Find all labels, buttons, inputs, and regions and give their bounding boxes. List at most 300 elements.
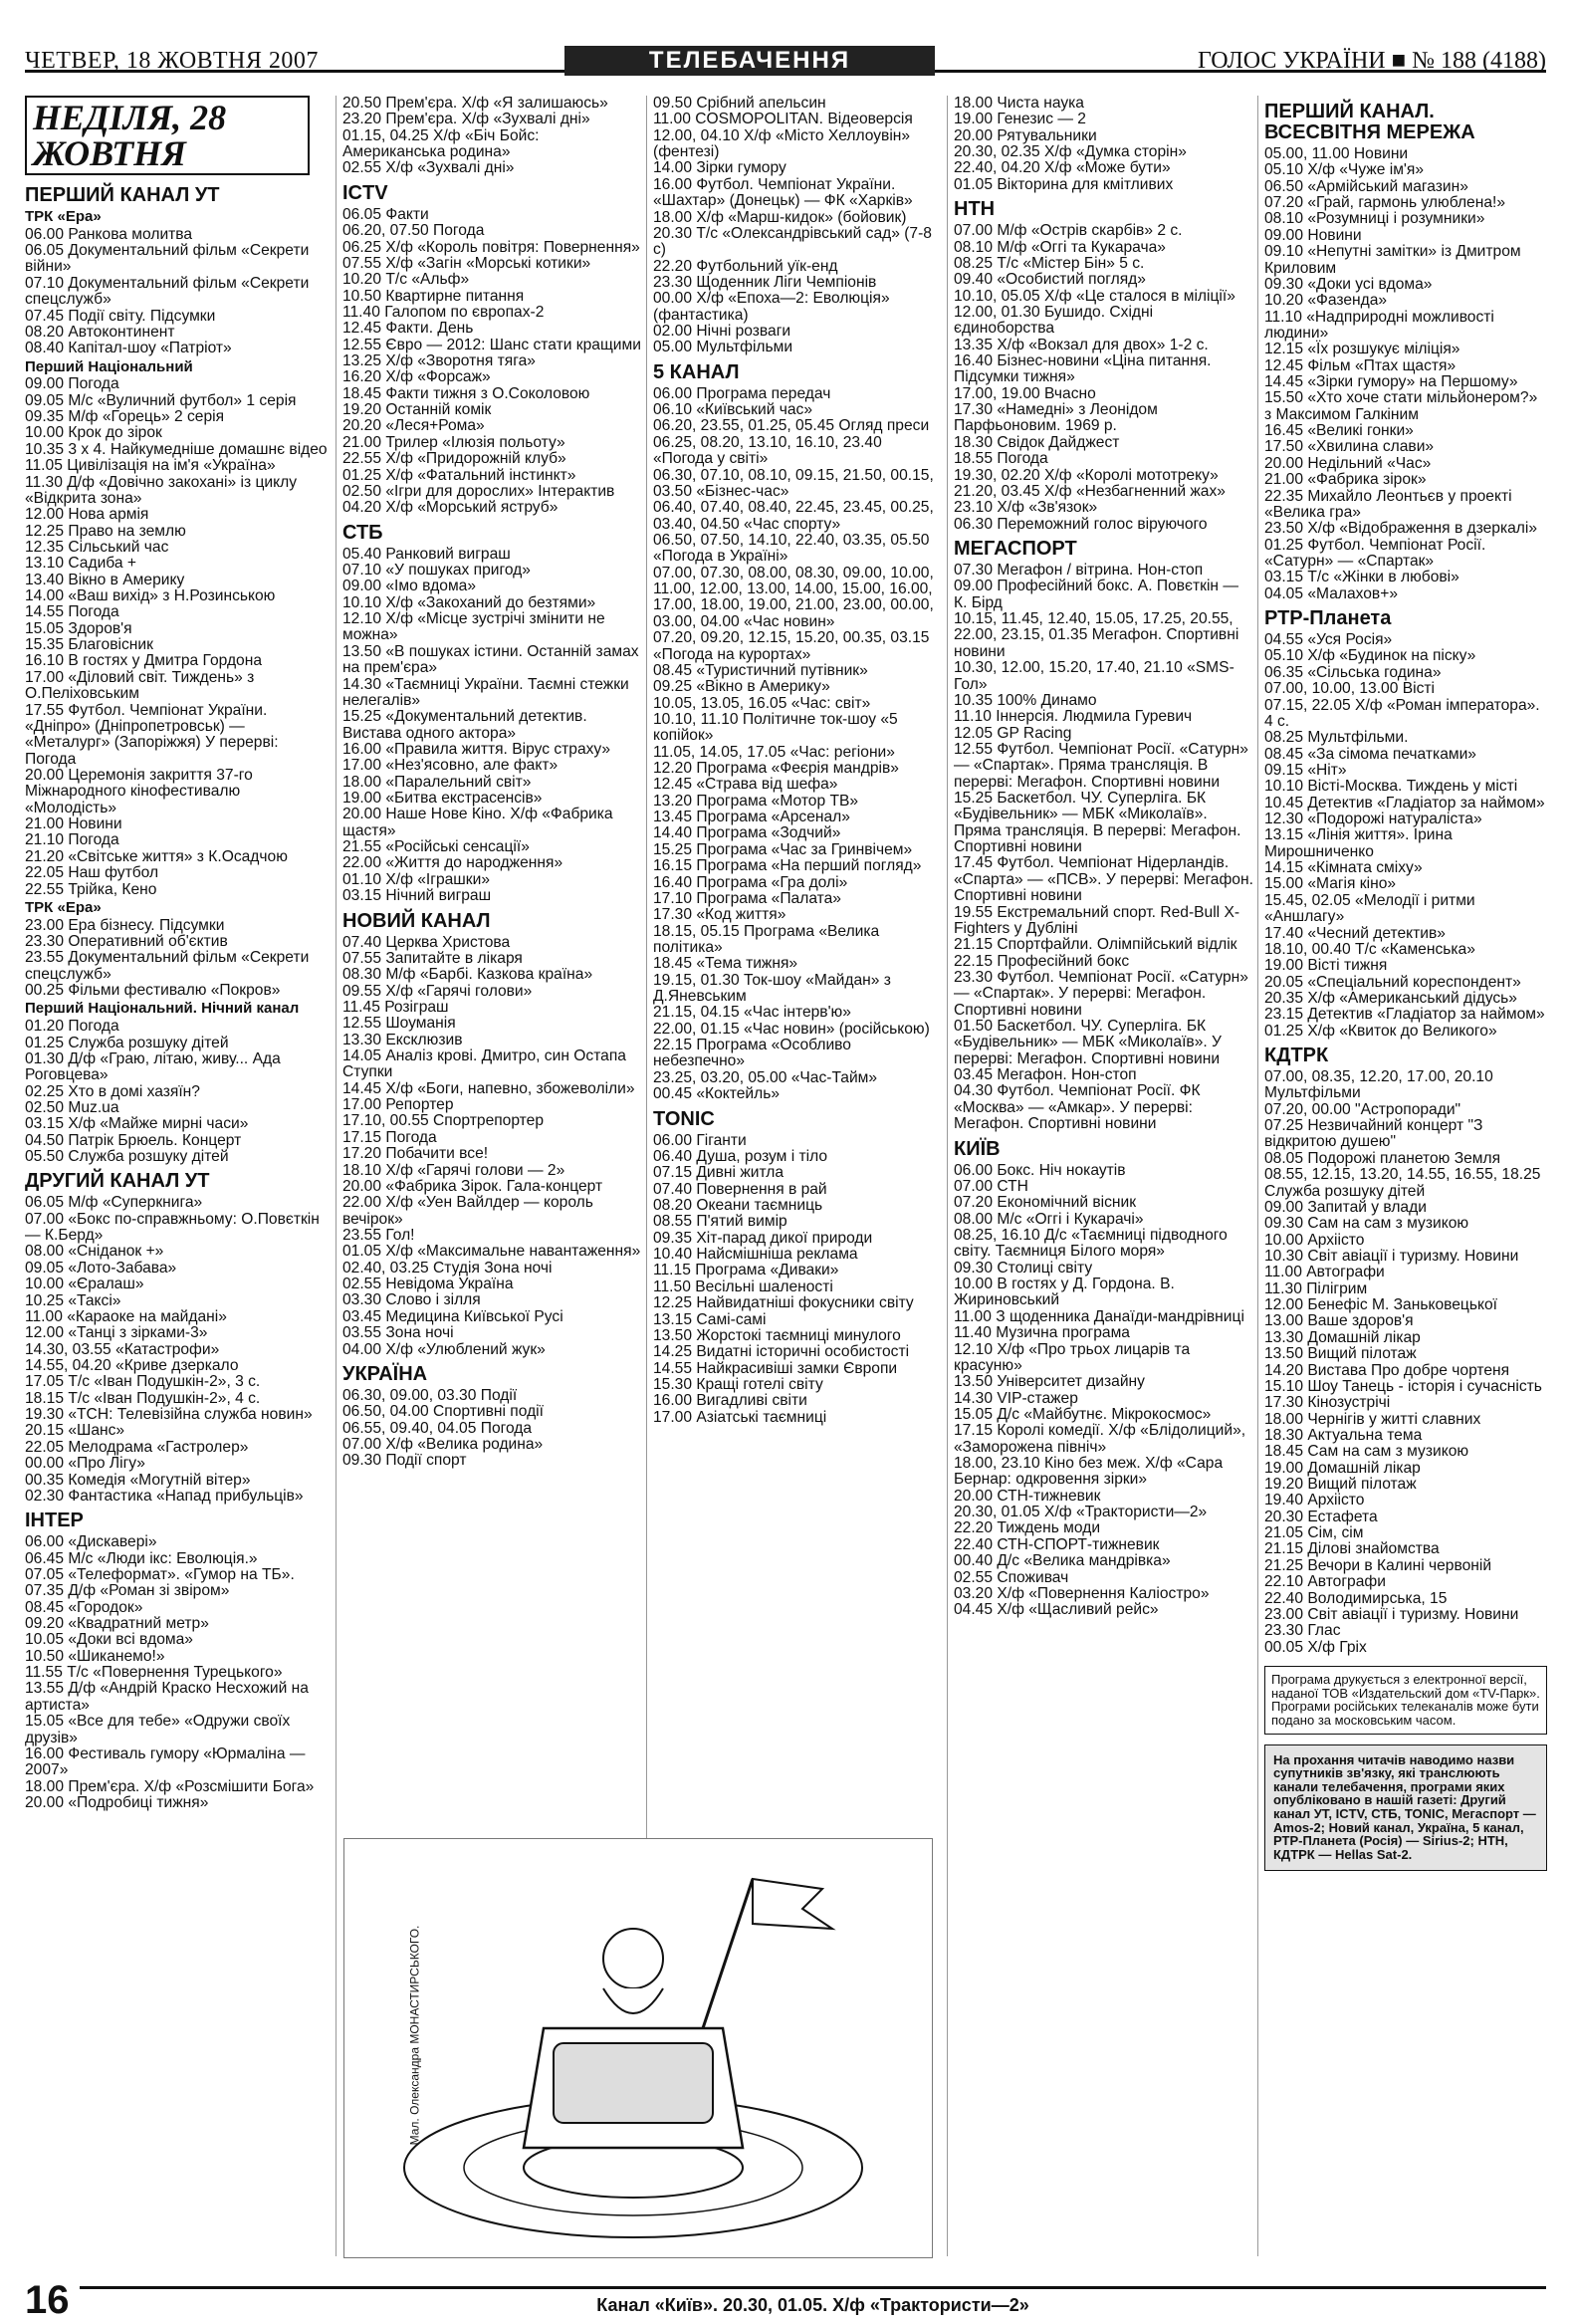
program-listing: 06.45 М/с «Люди ікс: Еволюція.» bbox=[25, 1549, 258, 1567]
program-listing: 07.55 Х/ф «Загін «Морські котики» bbox=[342, 254, 591, 272]
program-listing: 08.25 Т/с «Містер Бін» 5 с. bbox=[954, 254, 1145, 272]
program-listing: 16.00 Вигадливі світи bbox=[653, 1392, 807, 1410]
program-listing: 14.40 Програма «Зодчий» bbox=[653, 824, 841, 842]
program-listing: 18.00 Чернігів у житті славних bbox=[1264, 1410, 1481, 1428]
program-listing: 18.30 Актуальна тема bbox=[1264, 1426, 1423, 1444]
program-listing: 01.05 Вікторина для кмітливих bbox=[954, 175, 1174, 193]
program-listing: 12.55 Футбол. Чемпіонат Росії. «Сатурн» — «Спартак». Пряма трансляція. В перерві: Мегафон. Спортивні новини bbox=[954, 740, 1248, 791]
program-listing: 13.20 Програма «Мотор ТВ» bbox=[653, 792, 859, 810]
program-listing: 10.30, 12.00, 15.20, 17.40, 21.10 «SMS-Гол» bbox=[954, 659, 1234, 693]
program-listing: 21.15 Ділові знайомства bbox=[1264, 1540, 1440, 1558]
program-listing: 18.00 Х/ф «Марш-кидок» (бойовик) bbox=[653, 208, 907, 226]
program-listing: 01.25 Х/ф «Фатальний інстинкт» bbox=[342, 466, 576, 484]
program-listing: 07.15, 22.05 Х/ф «Роман імператора». 4 с. bbox=[1264, 696, 1540, 730]
program-listing: 17.15 Погода bbox=[342, 1128, 437, 1146]
program-listing: 09.30 «Доки усі вдома» bbox=[1264, 275, 1433, 293]
program-listing: 01.05 Х/ф «Максимальне навантаження» bbox=[342, 1243, 641, 1261]
program-listing: 14.55 Найкрасивіші замки Європи bbox=[653, 1359, 898, 1377]
program-listing: 11.30 Пілігрим bbox=[1264, 1279, 1368, 1297]
program-listing: 22.55 Трійка, Кено bbox=[25, 880, 157, 898]
program-listing: 23.50 Х/ф «Відображення в дзеркалі» bbox=[1264, 520, 1538, 538]
schedule-columns bbox=[25, 96, 1546, 2256]
program-listing: 17.55 Футбол. Чемпіонат України. «Дніпро» (Дніпропетровськ) — «Металург» (Запоріжжя) У перерві: Погода bbox=[25, 701, 279, 768]
program-listing: 17.30 «Намедні» з Леонідом Парфьоновим. 1969 р. bbox=[954, 401, 1158, 435]
program-listing: 21.15, 04.15 «Час інтерв'ю» bbox=[653, 1004, 851, 1022]
program-listing: 15.25 «Документальний детектив. Вистава одного актора» bbox=[342, 708, 587, 742]
program-listing: 15.05 «Все для тебе» «Одружи своїх друзів» bbox=[25, 1713, 291, 1746]
program-listing: 03.15 Т/с «Жінки в любові» bbox=[1264, 569, 1459, 586]
program-listing: 07.55 Запитайте в лікаря bbox=[342, 949, 523, 967]
program-listing: 19.15, 01.30 Ток-шоу «Майдан» з Д.Яневським bbox=[653, 971, 891, 1006]
program-listing: 11.40 Галопом по європах-2 bbox=[342, 303, 545, 321]
program-listing: 00.25 Фільми фестивалю «Покров» bbox=[25, 982, 281, 1000]
program-listing: 08.30 М/ф «Барбі. Казкова країна» bbox=[342, 966, 593, 984]
program-listing: 17.30 «Код життя» bbox=[653, 906, 786, 924]
program-listing: 17.00 «Нез'ясовно, але факт» bbox=[342, 757, 559, 775]
program-listing: 06.00 Бокс. Ніч нокаутів bbox=[954, 1161, 1126, 1179]
program-listing: 12.00 «Танці з зірками-3» bbox=[25, 1324, 208, 1342]
program-listing: 12.55 Євро — 2012: Шанс стати кращими bbox=[342, 336, 641, 353]
program-listing: 20.00 Церемонія закриття 37-го Міжнародного кінофестивалю «Молодість» bbox=[25, 767, 253, 816]
program-listing: 23.00 Ера бізнесу. Підсумки bbox=[25, 916, 225, 934]
program-listing: 11.05 Цивілізація на ім'я «Україна» bbox=[25, 457, 276, 475]
program-listing: 02.50 Muz.ua bbox=[25, 1098, 119, 1116]
channel-heading: ICTV bbox=[342, 181, 388, 204]
program-listing: 12.10 Х/ф «Про трьох лицарів та красуню» bbox=[954, 1340, 1191, 1374]
program-listing: 14.55 Погода bbox=[25, 603, 119, 621]
program-listing: 04.00 Х/ф «Улюблений жук» bbox=[342, 1340, 546, 1358]
program-listing: 10.25 «Таксі» bbox=[25, 1291, 121, 1309]
program-listing: 08.00 М/с «Оггі і Кукарачі» bbox=[954, 1210, 1144, 1228]
program-listing: 09.25 «Вікно в Америку» bbox=[653, 678, 830, 696]
program-listing: 07.20, 00.00 "Астропоради" bbox=[1264, 1100, 1461, 1118]
program-listing: 23.55 Гол! bbox=[342, 1227, 415, 1244]
channel-heading: СТБ bbox=[342, 521, 383, 544]
program-listing: 17.40 «Чесний детектив» bbox=[1264, 924, 1446, 942]
program-listing: 09.30 Столиці світу bbox=[954, 1259, 1093, 1277]
program-listing: 20.00 «Фабрика Зірок. Гала-концерт bbox=[342, 1177, 603, 1195]
program-listing: 05.00, 11.00 Новини bbox=[1264, 145, 1409, 162]
program-listing: 18.00 Чиста наука bbox=[954, 96, 1084, 112]
program-listing: 07.20 Економічний вісник bbox=[954, 1194, 1137, 1212]
program-listing: 16.40 Бізнес-новини «Ціна питання. Підсумки тижня» bbox=[954, 352, 1212, 386]
program-listing: 16.40 Програма «Гра долі» bbox=[653, 873, 848, 891]
program-listing: 22.55 Х/ф «Придорожній клуб» bbox=[342, 450, 566, 468]
program-listing: 10.15, 11.45, 12.40, 15.05, 17.25, 20.55, 22.00, 23.15, 01.35 Мегафон. Спортивні новини bbox=[954, 610, 1239, 660]
channel-heading: ПЕРШИЙ КАНАЛ. ВСЕСВІТНЯ МЕРЕЖА bbox=[1264, 101, 1475, 143]
program-listing: 13.40 Вікно в Америку bbox=[25, 571, 185, 588]
program-listing: 13.00 Ваше здоров'я bbox=[1264, 1312, 1414, 1330]
program-listing: 00.00 «Про Лігу» bbox=[25, 1455, 145, 1473]
program-listing: 20.30, 01.05 Х/ф «Трактористи—2» bbox=[954, 1504, 1208, 1521]
program-listing: 07.00 «Бокс по-справжньому: О.Повєткін — К.Берд» bbox=[25, 1210, 320, 1245]
program-listing: 09.40 «Особистий погляд» bbox=[954, 271, 1146, 289]
program-listing: 23.30 Щоденник Ліги Чемпіонів bbox=[653, 273, 877, 291]
program-listing: 22.00 Х/ф «Уен Вайлдер — король вечірок» bbox=[342, 1194, 593, 1228]
channel-heading: ПЕРШИЙ КАНАЛ УТ bbox=[25, 184, 220, 206]
program-listing: 03.45 Медицина Київської Русі bbox=[342, 1307, 563, 1325]
program-listing: 23.00 Світ авіації і туризму. Новини bbox=[1264, 1605, 1519, 1623]
program-listing: 17.15 Королі комедії. Х/ф «Блідолиций», «Заморожена північ» bbox=[954, 1422, 1246, 1456]
program-listing: 07.20, 09.20, 12.15, 15.20, 00.35, 03.15 «Погода на курортах» bbox=[653, 629, 930, 663]
channel-heading: МЕГАСПОРТ bbox=[954, 537, 1077, 560]
program-listing: 16.15 Програма «На перший погляд» bbox=[653, 857, 922, 875]
program-listing: 19.40 Архіісто bbox=[1264, 1492, 1365, 1510]
program-listing: 17.50 «Хвилина слави» bbox=[1264, 438, 1435, 456]
program-listing: 05.10 Х/ф «Будинок на піску» bbox=[1264, 647, 1476, 665]
program-listing: 17.20 Побачити все! bbox=[342, 1145, 489, 1163]
program-listing: 11.30 Д/ф «Довічно закохані» із циклу «Відкрита зона» bbox=[25, 473, 297, 507]
program-listing: 18.30 Свідок Дайджест bbox=[954, 433, 1120, 451]
channel-heading: TONIC bbox=[653, 1107, 715, 1130]
program-listing: 11.00 З щоденника Данаїди-мандрівниці bbox=[954, 1307, 1244, 1325]
program-listing: 05.00 Мультфільми bbox=[653, 339, 793, 356]
program-listing: 10.00 В гостях у Д. Гордона. В. Жириновський bbox=[954, 1276, 1175, 1309]
program-listing: 04.50 Патрік Брюель. Концерт bbox=[25, 1131, 242, 1149]
program-listing: 20.05 «Спеціальний кореспондент» bbox=[1264, 973, 1521, 991]
program-listing: 09.30 Сам на сам з музикою bbox=[1264, 1215, 1469, 1233]
program-listing: 18.15 Т/с «Іван Подушкін-2», 4 с. bbox=[25, 1389, 261, 1407]
program-listing: 22.05 Наш футбол bbox=[25, 864, 159, 882]
program-listing: 14.20 Вистава Про добре чортеня bbox=[1264, 1361, 1510, 1379]
program-listing: 10.35 3 х 4. Найкумедніше домашнє відео bbox=[25, 440, 328, 458]
cartoon-illustration bbox=[343, 1838, 933, 2258]
program-listing: 09.00 Погода bbox=[25, 375, 119, 393]
program-listing: 03.15 Нічний виграш bbox=[342, 887, 492, 905]
program-listing: 11.15 Програма «Диваки» bbox=[653, 1262, 839, 1279]
program-listing: 21.15 Спортфайли. Олімпійський відлік bbox=[954, 936, 1237, 954]
program-listing: 08.20 Океани таємниць bbox=[653, 1197, 823, 1214]
program-listing: 07.45 Події світу. Підсумки bbox=[25, 307, 216, 325]
program-listing: 17.00, 19.00 Вчасно bbox=[954, 384, 1096, 402]
newspaper-name: ГОЛОС УКРАЇНИ ■ № 188 (4188) bbox=[1198, 48, 1546, 74]
program-listing: 09.00 Запитай у влади bbox=[1264, 1198, 1427, 1216]
program-listing: 07.00, 08.35, 12.20, 17.00, 20.10 Мультфільми bbox=[1264, 1068, 1493, 1102]
program-listing: 15.30 Кращі готелі світу bbox=[653, 1375, 823, 1393]
program-listing: 15.45, 02.05 «Мелодії і ритми «Аншлагу» bbox=[1264, 891, 1475, 926]
program-listing: 06.20, 23.55, 01.25, 05.45 Огляд преси bbox=[653, 417, 930, 435]
program-listing: 00.45 «Коктейль» bbox=[653, 1085, 781, 1103]
program-listing: 16.20 Х/ф «Форсаж» bbox=[342, 368, 491, 386]
program-listing: 11.00 «Караоке на майдані» bbox=[25, 1307, 227, 1325]
channel-heading: КИЇВ bbox=[954, 1137, 1001, 1160]
program-listing: 06.05 М/ф «Суперкнига» bbox=[25, 1194, 203, 1212]
program-listing: 14.30 VIP-стажер bbox=[954, 1389, 1078, 1407]
program-listing: 03.20 Х/ф «Повернення Каліостро» bbox=[954, 1584, 1210, 1602]
program-listing: 17.05 Т/с «Іван Подушкін-2», 3 с. bbox=[25, 1373, 261, 1391]
program-listing: 12.00, 01.30 Бушидо. Східні єдиноборства bbox=[954, 303, 1154, 338]
program-listing: 11.00 COSMOPOLITAN. Відеоверсія bbox=[653, 111, 913, 128]
program-listing: 22.35 Михайло Леонтьєв у проекті «Велика гра» bbox=[1264, 487, 1512, 521]
program-listing: 23.25, 03.20, 05.00 «Час-Тайм» bbox=[653, 1068, 878, 1086]
program-listing: 04.30 Футбол. Чемпіонат Росії. ФК «Москва» — «Амкар». У перерві: Мегафон. Спортивні новини bbox=[954, 1082, 1201, 1133]
program-listing: 13.50 Жорстокі таємниці минулого bbox=[653, 1326, 901, 1344]
program-listing: 19.00 Вісті тижня bbox=[1264, 957, 1388, 975]
section-title: ТЕЛЕБАЧЕННЯ bbox=[564, 46, 935, 76]
program-listing: 20.15 «Шанс» bbox=[25, 1422, 125, 1440]
program-listing: 18.15, 05.15 Програма «Велика політика» bbox=[653, 922, 880, 956]
program-listing: 08.55, 12.15, 13.20, 14.55, 16.55, 18.25 Служба розшуку дітей bbox=[1264, 1166, 1541, 1200]
program-listing: 11.40 Музична програма bbox=[954, 1324, 1130, 1342]
program-listing: 10.00 «Єралаш» bbox=[25, 1276, 144, 1293]
program-listing: 21.20, 03.45 Х/ф «Незбагненний жах» bbox=[954, 482, 1226, 500]
program-listing: 11.05, 14.05, 17.05 «Час: регіони» bbox=[653, 743, 895, 761]
program-listing: 22.20 Тиждень моди bbox=[954, 1519, 1101, 1537]
program-listing: 11.00 Автографи bbox=[1264, 1264, 1385, 1281]
program-listing: 18.00 «Паралельний світ» bbox=[342, 773, 532, 791]
program-listing: 19.20 Останній комік bbox=[342, 401, 492, 419]
program-listing: 12.35 Сільський час bbox=[25, 538, 169, 556]
program-listing: 06.20, 07.50 Погода bbox=[342, 222, 485, 240]
program-listing: 07.00 Х/ф «Велика родина» bbox=[342, 1435, 544, 1453]
program-listing: 10.00 Крок до зірок bbox=[25, 424, 162, 442]
program-listing: 13.50 «В пошуках істини. Останній замах на прем'єра» bbox=[342, 642, 639, 677]
program-listing: 08.45 «Городок» bbox=[25, 1598, 143, 1616]
program-listing: 09.50 Срібний апельсин bbox=[653, 96, 826, 112]
page-header bbox=[25, 30, 1546, 73]
program-listing: 19.20 Вищий пілотаж bbox=[1264, 1476, 1417, 1494]
program-listing: 02.55 Споживач bbox=[954, 1568, 1069, 1586]
program-listing: 10.10, 11.10 Політичне ток-шоу «5 копійок» bbox=[653, 710, 898, 745]
program-listing: 08.25, 16.10 Д/с «Таємниці підводного світу. Таємниця Білого моря» bbox=[954, 1227, 1228, 1261]
program-listing: 03.30 Слово і зілля bbox=[342, 1291, 481, 1309]
program-listing: 06.40 Душа, розум і тіло bbox=[653, 1147, 828, 1165]
program-listing: 02.55 Невідома Україна bbox=[342, 1276, 514, 1293]
satellite-note: На прохання читачів наводимо назви супутників зв'язку, які транслюють канали телебачення, програми яких опубліковано в нашій газеті: Другий канал УТ, ICTV, СТБ, TONIC, Мегаспорт — Amos-2; Новий канал, Україна, 5 канал, РТР-Планета (Росія) — Sirius-2; НТН, КДТРК — Hellas Sat-2. bbox=[1264, 1744, 1547, 1871]
program-listing: 08.00 «Сніданок +» bbox=[25, 1243, 164, 1261]
program-listing: 16.00 Футбол. Чемпіонат України. «Шахтар» (Донецьк) — ФК «Харків» bbox=[653, 175, 913, 210]
program-listing: 01.25 Футбол. Чемпіонат Росії. «Сатурн» — «Спартак» bbox=[1264, 536, 1486, 570]
column-5 bbox=[1257, 96, 1547, 2256]
program-listing: 14.00 «Ваш вихід» з Н.Розинською bbox=[25, 587, 276, 605]
program-listing: 04.20 Х/ф «Морський яструб» bbox=[342, 499, 559, 517]
program-listing: 20.50 Прем'єра. Х/ф «Я залишаюсь» bbox=[342, 96, 608, 112]
program-listing: 12.25 Найвидатніші фокусники світу bbox=[653, 1294, 914, 1312]
program-listing: 23.30 Футбол. Чемпіонат Росії. «Сатурн» — «Спартак». У перерві: Мегафон. Спортивні новини bbox=[954, 968, 1248, 1019]
program-listing: 06.55, 09.40, 04.05 Погода bbox=[342, 1419, 533, 1437]
program-listing: 13.50 Університет дизайну bbox=[954, 1373, 1145, 1391]
program-listing: 08.45 «Туристичний путівник» bbox=[653, 661, 868, 679]
channel-heading: УКРАЇНА bbox=[342, 1362, 428, 1385]
program-listing: 09.00 Новини bbox=[1264, 226, 1362, 244]
program-listing: 20.00 Недільний «Час» bbox=[1264, 454, 1432, 472]
program-listing: 15.35 Благовісник bbox=[25, 636, 153, 654]
channel-heading: КДТРК bbox=[1264, 1045, 1329, 1067]
program-listing: 17.30 Кінозустрічі bbox=[1264, 1394, 1391, 1412]
program-listing: 18.45 «Тема тижня» bbox=[653, 955, 798, 973]
program-listing: 08.45 «За сімома печатками» bbox=[1264, 745, 1476, 763]
program-listing: 14.45 Х/ф «Боги, напевно, збожеволіли» bbox=[342, 1079, 635, 1097]
channel-subheading: ТРК «Ера» bbox=[25, 208, 102, 225]
program-listing: 19.00 «Битва екстрасенсів» bbox=[342, 790, 543, 808]
program-listing: 13.10 Садиба + bbox=[25, 555, 136, 573]
program-listing: 19.00 Генезис — 2 bbox=[954, 111, 1086, 128]
program-listing: 06.30 Переможний голос віруючого bbox=[954, 515, 1208, 533]
program-listing: 20.35 Х/ф «Американський дідусь» bbox=[1264, 989, 1517, 1007]
column-1 bbox=[25, 96, 330, 2256]
program-listing: 23.15 Детектив «Гладіатор за наймом» bbox=[1264, 1006, 1545, 1024]
program-listing: 12.25 Право на землю bbox=[25, 522, 186, 540]
program-listing: 22.15 Програма «Особливо небезпечно» bbox=[653, 1037, 851, 1070]
program-listing: 15.00 «Магія кіно» bbox=[1264, 875, 1397, 893]
program-listing: 13.30 Домашній лікар bbox=[1264, 1328, 1421, 1346]
program-listing: 15.05 Д/с «Майбутнє. Мікрокосмос» bbox=[954, 1405, 1212, 1423]
program-listing: 22.40, 04.20 Х/ф «Може бути» bbox=[954, 159, 1171, 177]
channel-heading: ДРУГИЙ КАНАЛ УТ bbox=[25, 1170, 210, 1193]
program-listing: 09.15 «Ніт» bbox=[1264, 761, 1347, 779]
program-listing: 09.05 «Лото-Забава» bbox=[25, 1259, 177, 1277]
program-listing: 14.30 «Таємниці України. Таємні стежки нелегалів» bbox=[342, 675, 629, 709]
program-listing: 04.05 «Малахов+» bbox=[1264, 584, 1398, 602]
program-listing: 12.00 Нова армія bbox=[25, 506, 149, 524]
program-listing: 11.50 Весільні шаленості bbox=[653, 1278, 833, 1295]
program-listing: 06.00 Ранкова молитва bbox=[25, 225, 193, 243]
program-listing: 19.30, 02.20 Х/ф «Королі мототреку» bbox=[954, 466, 1219, 484]
program-listing: 22.00 «Життя до народження» bbox=[342, 854, 563, 872]
program-listing: 20.00 Наше Нове Кіно. Х/ф «Фабрика щастя» bbox=[342, 806, 613, 839]
program-listing: 08.10 «Розумниці і розумники» bbox=[1264, 210, 1485, 228]
program-listing: 09.10 «Непутні замітки» із Дмитром Криловим bbox=[1264, 243, 1521, 277]
program-listing: 21.05 Сім, сім bbox=[1264, 1524, 1364, 1542]
program-listing: 07.05 «Телеформат». «Гумор на ТБ». bbox=[25, 1565, 295, 1583]
program-listing: 10.05, 13.05, 16.05 «Час: світ» bbox=[653, 694, 871, 712]
program-listing: 10.50 Квартирне питання bbox=[342, 287, 525, 305]
program-listing: 07.00 СТН bbox=[954, 1177, 1028, 1195]
program-listing: 17.00 Репортер bbox=[342, 1096, 454, 1114]
program-listing: 06.05 Документальний фільм «Секрети війни» bbox=[25, 242, 310, 276]
program-listing: 09.00 «Імо вдома» bbox=[342, 578, 477, 595]
program-listing: 00.35 Комедія «Могутній вітер» bbox=[25, 1471, 251, 1489]
program-listing: 16.00 Фестиваль гумору «Юрмаліна — 2007» bbox=[25, 1744, 306, 1779]
program-listing: 06.00 Програма передач bbox=[653, 384, 831, 402]
program-listing: 15.10 Шоу Танець - історія і сучасність bbox=[1264, 1377, 1542, 1395]
program-listing: 06.25, 08.20, 13.10, 16.10, 23.40 «Погода у світі» bbox=[653, 433, 882, 468]
program-listing: 05.50 Служба розшуку дітей bbox=[25, 1148, 229, 1166]
program-listing: 09.20 «Квадратний метр» bbox=[25, 1615, 209, 1633]
program-listing: 04.45 Х/ф «Щасливий рейс» bbox=[954, 1601, 1159, 1619]
program-listing: 09.00 Професійний бокс. А. Повєткін — К. Бірд bbox=[954, 578, 1238, 611]
program-listing: 09.35 Хіт-парад дикої природи bbox=[653, 1229, 873, 1247]
program-listing: 02.00 Нічні розваги bbox=[653, 323, 791, 341]
program-listing: 13.15 Самі-самі bbox=[653, 1310, 767, 1328]
program-listing: 20.30, 02.35 Х/ф «Думка сторін» bbox=[954, 143, 1187, 161]
program-listing: 03.45 Мегафон. Нон-стоп bbox=[954, 1066, 1137, 1084]
program-listing: 12.10 Х/ф «Місце зустрічі змінити не можна» bbox=[342, 610, 605, 644]
program-listing: 17.10, 00.55 Спортрепортер bbox=[342, 1112, 544, 1130]
program-listing: 12.45 «Страва від шефа» bbox=[653, 776, 838, 794]
program-listing: 10.50 «Шиканемо!» bbox=[25, 1647, 165, 1665]
program-listing: 08.40 Капітал-шоу «Патріот» bbox=[25, 340, 232, 357]
program-listing: 23.20 Прем'єра. Х/ф «Зухвалі дні» bbox=[342, 111, 590, 128]
program-listing: 23.30 Оперативний об'єктив bbox=[25, 932, 228, 950]
program-listing: 07.40 Церква Христова bbox=[342, 933, 511, 951]
program-listing: 11.45 Розіграш bbox=[342, 998, 449, 1016]
program-listing: 13.45 Програма «Арсенал» bbox=[653, 809, 850, 826]
program-listing: 05.40 Ранковий виграш bbox=[342, 545, 511, 563]
program-listing: 18.10 Х/ф «Гарячі голови — 2» bbox=[342, 1161, 565, 1179]
program-listing: 12.45 Факти. День bbox=[342, 320, 474, 338]
program-listing: 21.55 «Російські сенсації» bbox=[342, 838, 530, 856]
program-listing: 07.25 Незвичайний концерт "З відкритою душею" bbox=[1264, 1117, 1483, 1151]
program-listing: 16.00 «Правила життя. Вірус страху» bbox=[342, 740, 611, 758]
program-listing: 07.00, 10.00, 13.00 Вісті bbox=[1264, 680, 1435, 698]
channel-heading: ІНТЕР bbox=[25, 1510, 84, 1532]
source-note: Програма друкується з електронної версії, наданої ТОВ «Издательский дом «TV-Парк». Програми російських телеканалів може бути подано за московським часом. bbox=[1264, 1666, 1547, 1735]
program-listing: 22.40 СТН-СПОРТ-тижневик bbox=[954, 1535, 1160, 1553]
program-listing: 10.05 «Доки всі вдома» bbox=[25, 1631, 193, 1649]
program-listing: 18.10, 00.40 Т/с «Каменська» bbox=[1264, 940, 1475, 958]
channel-heading: РТР-Планета bbox=[1264, 607, 1392, 630]
program-listing: 17.00 Азіатські таємниці bbox=[653, 1408, 827, 1426]
program-listing: 18.45 Факти тижня з О.Соколовою bbox=[342, 384, 590, 402]
program-listing: 10.45 Детектив «Гладіатор за наймом» bbox=[1264, 794, 1545, 812]
program-listing: 06.10 «Київський час» bbox=[653, 401, 813, 419]
program-listing: 12.00 Бенефіс М. Заньковецької bbox=[1264, 1296, 1497, 1314]
program-listing: 15.25 Баскетбол. ЧУ. Суперліга. БК «Будівельник» — МБК «Миколаїв». Пряма трансляція. В перерві: Мегафон. Спортивні новини bbox=[954, 790, 1241, 856]
program-listing: 06.50, 04.00 Спортивні події bbox=[342, 1403, 544, 1421]
program-listing: 06.30, 07.10, 08.10, 09.15, 21.50, 00.15, 03.50 «Бізнес-час» bbox=[653, 466, 934, 500]
program-listing: 13.55 Д/ф «Андрій Краско Несхожий на артиста» bbox=[25, 1680, 309, 1714]
program-listing: 02.30 Фантастика «Напад прибульців» bbox=[25, 1487, 304, 1505]
program-listing: 07.20 «Грай, гармонь улюблена!» bbox=[1264, 194, 1506, 212]
program-listing: 06.00 Гіганти bbox=[653, 1131, 747, 1149]
program-listing: 10.10 Х/ф «Закоханий до безтями» bbox=[342, 593, 596, 611]
program-listing: 18.45 Сам на сам з музикою bbox=[1264, 1443, 1469, 1461]
program-listing: 16.45 «Великі гонки» bbox=[1264, 422, 1414, 440]
channel-subheading: Перший Національний. Нічний канал bbox=[25, 1000, 300, 1018]
program-listing: 10.40 Найсмішніша реклама bbox=[653, 1246, 858, 1264]
program-listing: 21.00 «Фабрика зірок» bbox=[1264, 471, 1427, 489]
program-listing: 13.35 Х/ф «Вокзал для двох» 1-2 с. bbox=[954, 336, 1209, 353]
page-footer: Канал «Київ». 20.30, 01.05. Х/ф «Трактористи—2» bbox=[80, 2286, 1546, 2316]
program-listing: 20.00 СТН-тижневик bbox=[954, 1487, 1101, 1505]
program-listing: 07.40 Повернення в рай bbox=[653, 1180, 827, 1198]
program-listing: 06.05 Факти bbox=[342, 205, 429, 223]
program-listing: 21.25 Вечори в Калині червоній bbox=[1264, 1556, 1492, 1574]
program-listing: 10.10, 05.05 Х/ф «Це сталося в міліції» bbox=[954, 287, 1235, 305]
program-listing: 04.55 «Уся Росія» bbox=[1264, 631, 1393, 649]
program-listing: 01.25 Служба розшуку дітей bbox=[25, 1034, 229, 1051]
program-listing: 12.45 Фільм «Птах щастя» bbox=[1264, 356, 1457, 374]
channel-heading: НТН bbox=[954, 198, 996, 221]
program-listing: 05.10 Х/ф «Чуже ім'я» bbox=[1264, 161, 1425, 179]
channel-heading: НОВИЙ КАНАЛ bbox=[342, 909, 491, 932]
program-listing: 14.25 Видатні історичні особистості bbox=[653, 1343, 910, 1361]
program-listing: 06.30, 09.00, 03.30 Події bbox=[342, 1386, 518, 1404]
program-listing: 12.05 GP Racing bbox=[954, 724, 1072, 742]
program-listing: 16.10 В гостях у Дмитра Гордона bbox=[25, 652, 263, 670]
program-listing: 14.00 Зірки гумору bbox=[653, 159, 786, 177]
program-listing: 07.30 Мегафон / вітрина. Нон-стоп bbox=[954, 561, 1204, 579]
program-listing: 10.10 Вісті-Москва. Тиждень у місті bbox=[1264, 778, 1518, 796]
program-listing: 13.25 Х/ф «Зворотня тяга» bbox=[342, 352, 536, 370]
program-listing: 09.05 М/с «Вуличний футбол» 1 серія bbox=[25, 391, 297, 409]
program-listing: 14.30, 03.55 «Катастрофи» bbox=[25, 1340, 220, 1358]
program-listing: 00.40 Д/с «Велика мандрівка» bbox=[954, 1552, 1171, 1570]
program-listing: 08.10 М/ф «Оггі та Кукарача» bbox=[954, 238, 1166, 256]
program-listing: 13.30 Ексклюзив bbox=[342, 1031, 463, 1048]
program-listing: 19.55 Екстремальний спорт. Red-Bull X-Fighters у Дубліні bbox=[954, 903, 1240, 937]
program-listing: 20.00 Рятувальники bbox=[954, 126, 1097, 144]
program-listing: 23.10 Х/ф «Зв'язок» bbox=[954, 499, 1098, 517]
program-listing: 01.20 Погода bbox=[25, 1018, 119, 1036]
program-listing: 07.00 М/ф «Острів скарбів» 2 с. bbox=[954, 222, 1183, 240]
program-listing: 09.55 Х/ф «Гарячі голови» bbox=[342, 982, 533, 1000]
program-listing: 21.10 Погода bbox=[25, 831, 119, 849]
program-listing: 14.05 Аналіз крові. Дмитро, син Остапа Ступки bbox=[342, 1047, 626, 1081]
program-listing: 12.20 Програма «Феєрія мандрів» bbox=[653, 760, 899, 778]
program-listing: 14.55, 04.20 «Криве дзеркало bbox=[25, 1357, 239, 1374]
